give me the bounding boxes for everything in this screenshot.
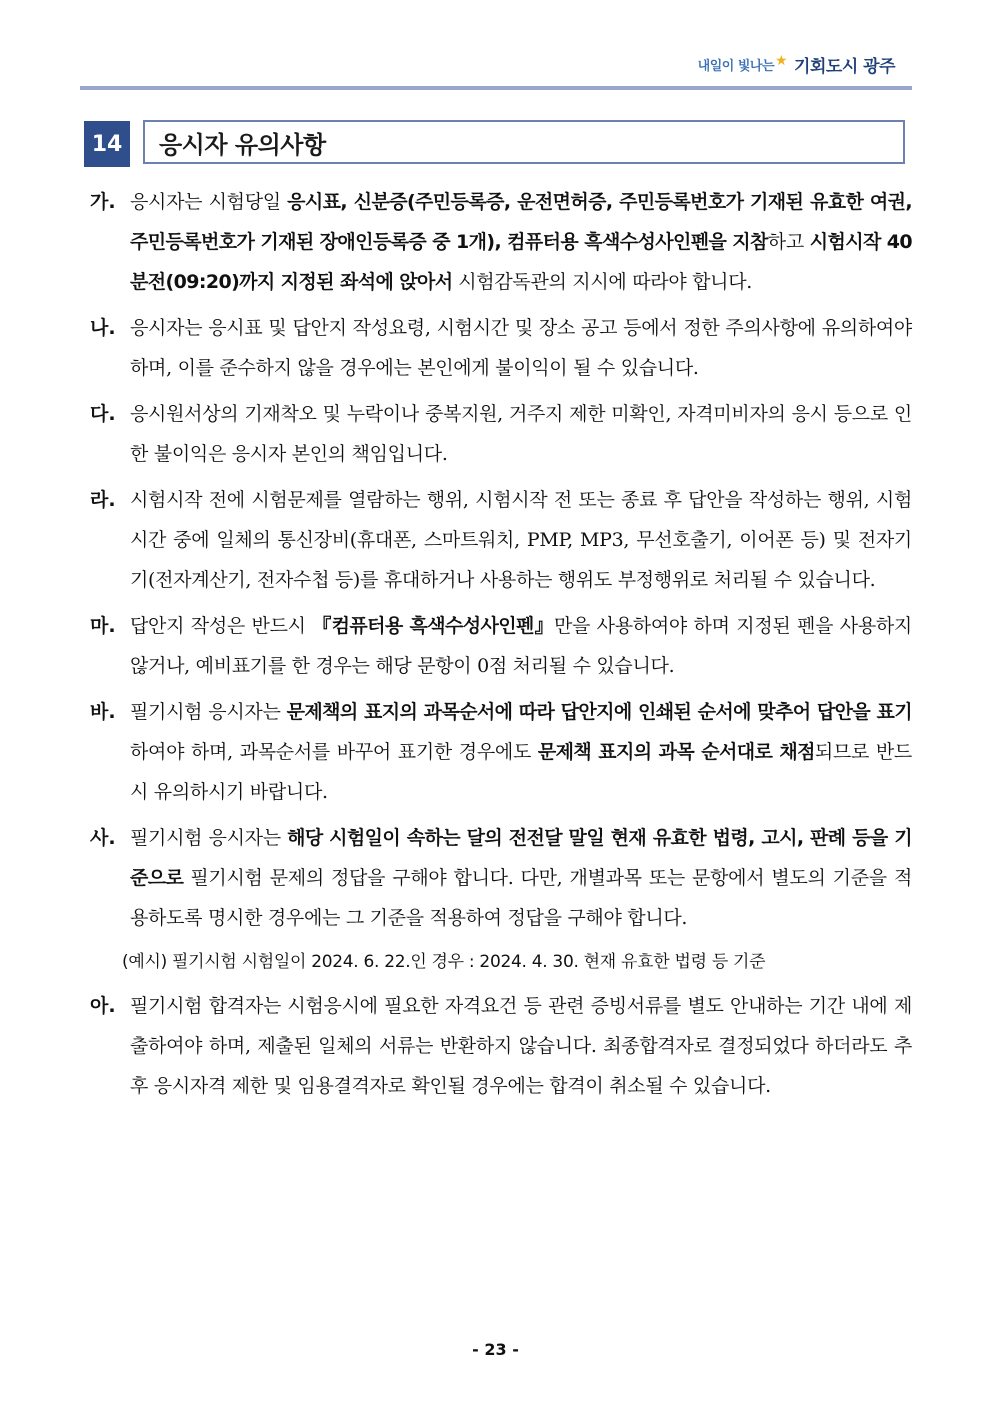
emphasis-text: 문제책의 표지의 과목순서에 따라 답안지에 인쇄된 순서에 맞추어 답안을 표기 — [286, 701, 912, 723]
body-text: 만을 사용하여야 하며 지정된 펜을 사용하지 않거나, 예비표기를 한 경우는 해당 문항이 0점 처리될 수 있습니다. — [130, 615, 912, 677]
item-text — [130, 692, 912, 812]
emphasis-text: 컴퓨터용 흑색수성사인펜을 지참 — [507, 231, 768, 253]
section-title: 응시자 유의사항 — [143, 120, 905, 164]
body-text: 필기시험 문제의 정답을 구해야 합니다. 다만, 개별과목 또는 문항에서 별도의 기준을 적용하도록 명시한 경우에는 그 기준을 적용하여 정답을 구해야 합니다. — [130, 867, 912, 929]
body-text: 필기시험 합격자는 시험응시에 필요한 자격요건 등 관련 증빙서류를 별도 안내하는 기간 내에 제출하여야 하며, 제출된 일체의 서류는 반환하지 않습니다. 최종합격자로 결정되었다 하더라도 추후 응시자격 제한 및 임용결격자로 확인될 경우에는 합격이 취소될 수 있습니다. — [130, 995, 912, 1097]
emphasis-text: 문제책 표지의 과목 순서대로 채점 — [537, 741, 815, 763]
body-text: 시험감독관의 지시에 따라야 합니다. — [452, 271, 753, 293]
item-text — [130, 986, 912, 1106]
list-item — [90, 818, 912, 938]
body-text: 응시자는 응시표 및 답안지 작성요령, 시험시간 및 장소 공고 등에서 정한 주의사항에 유의하여야 하며, 이를 준수하지 않을 경우에는 본인에게 불이익이 될 수 있습니다. — [130, 317, 912, 379]
logo-tagline: 내일이 빛나는 — [697, 59, 775, 74]
list-item — [90, 182, 912, 302]
emphasis-text: 『컴퓨터용 흑색수성사인펜』 — [312, 615, 554, 637]
item-marker: 라. — [90, 489, 116, 511]
body-text: 필기시험 응시자는 — [130, 701, 287, 723]
notice-list — [90, 182, 912, 1112]
example-note: (예시) 필기시험 시험일이 2024. 6. 22.인 경우 : 2024. 4. 30. 현재 유효한 법령 등 기준 — [122, 952, 766, 972]
body-text: 하고 — [767, 231, 810, 253]
emphasis-text: 해당 시험일이 속하는 달의 전전달 말일 현재 유효한 법령, 고시, 판례 등을 기준으로 — [130, 827, 912, 889]
star-icon: ★ — [775, 52, 788, 69]
list-item — [90, 480, 912, 600]
body-text: 되므로 반드시 유의하시기 바랍니다. — [130, 741, 912, 803]
body-text: 하여야 하며, 과목순서를 바꾸어 표기한 경우에도 — [130, 741, 538, 763]
emphasis-text: 응시표, 신분증 — [287, 191, 407, 213]
list-item — [90, 986, 912, 1106]
list-item — [90, 308, 912, 388]
section-number: 14 — [84, 121, 130, 167]
item-marker: 나. — [90, 317, 116, 339]
item-marker: 바. — [90, 701, 116, 723]
logo-city-name: 기회도시 광주 — [794, 57, 895, 77]
item-marker: 마. — [90, 615, 116, 637]
body-text: 답안지 작성은 반드시 — [130, 615, 313, 637]
item-text — [130, 606, 912, 686]
item-marker: 다. — [90, 403, 116, 425]
item-text — [130, 394, 912, 474]
body-text: 응시원서상의 기재착오 및 누락이나 중복지원, 거주지 제한 미확인, 자격미비자의 응시 등으로 인한 불이익은 응시자 본인의 책임입니다. — [130, 403, 912, 465]
item-text — [130, 818, 912, 938]
item-marker: 아. — [90, 995, 116, 1017]
page-number: - 23 - — [472, 1340, 519, 1359]
item-marker: 가. — [90, 191, 116, 213]
body-text: 응시자는 시험당일 — [130, 191, 288, 213]
list-item — [90, 606, 912, 686]
emphasis-text: (주민등록증, 운전면허증, 주민등록번호가 기재된 유효한 여권, 주민등록번호가 기재된 장애인등록증 중 1개), — [130, 191, 912, 253]
list-item — [90, 692, 912, 812]
item-text — [130, 480, 912, 600]
city-logo — [698, 52, 895, 77]
header-divider — [80, 86, 912, 90]
emphasis-text: 시험시작 40분전(09:20)까지 지정된 좌석에 앉아서 — [130, 231, 912, 293]
item-text — [130, 182, 912, 302]
list-item — [90, 394, 912, 474]
body-text: 필기시험 응시자는 — [130, 827, 288, 849]
item-text — [130, 308, 912, 388]
item-marker: 사. — [90, 827, 116, 849]
body-text: 시험시작 전에 시험문제를 열람하는 행위, 시험시작 전 또는 종료 후 답안을 작성하는 행위, 시험시간 중에 일체의 통신장비(휴대폰, 스마트워치, PMP, MP3, 무선호출기, 이어폰 등) 및 전자기기(전자계산기, 전자수첩 등)를 휴대하거나 사용하는 행위도 부정행위로 처리될 수 있습니다. — [130, 489, 912, 591]
